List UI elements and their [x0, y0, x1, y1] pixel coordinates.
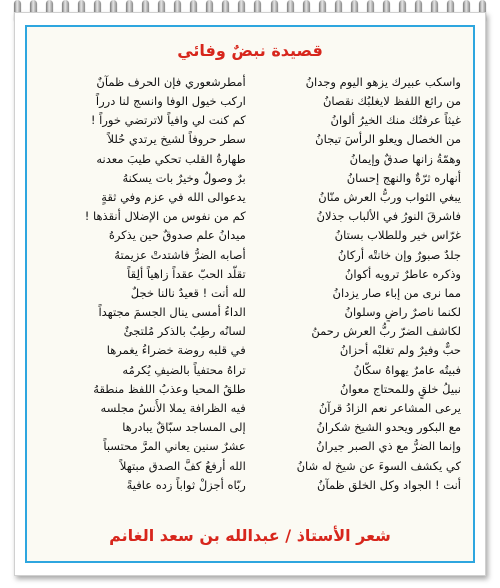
poem-line: أنهاره ثرّةٌ والنهج إحسانُ [346, 170, 461, 185]
poem-line: طلقُ المحيا وعذبُ اللفظ منطقهُ [93, 381, 246, 396]
poem-line: لسانُه رطِبٌ بالذكر مُلتجئٌ [123, 324, 246, 339]
poem-line: تقلّد الحبّ عقداً زاهياً ألِقاً [127, 266, 246, 281]
left-hemistich-column [254, 73, 461, 495]
poem-line: الداءُ أمسى ينال الجسمَ مجتهداً [98, 305, 246, 320]
poem-line: غيثاً عرفتُك منك الخيرُ ألوانُ [330, 113, 461, 128]
poem-line: مما نرى من إباء صار يزدانُ [332, 285, 461, 300]
poem-line: في قلبه روضة خضراءُ يغمرها [106, 343, 246, 358]
poem-line: أصابه الضرُّ فاشتدتْ عزيمتهُ [114, 247, 246, 262]
poem-line: كم كنت لي وافياً لاترتضي خوراً ! [90, 113, 246, 128]
poem-line: فيه الظرافة يملا الأُنسُ مجلسه [100, 401, 246, 416]
poet-credit: شعر الأستاذ / عبدالله بن سعد الغانم [109, 526, 391, 545]
poem-title: قصيدة نبضٌ وفائي [177, 41, 323, 60]
poem-line: من رائع اللفظ لايغلبُك نقصانُ [322, 94, 461, 109]
notebook-page [14, 12, 486, 576]
poem-line: لكنما ناصرٌ راضٍ وسلوانُ [344, 305, 461, 320]
poem-line: من الخصال ويعلو الرأسَ تيجانُ [315, 132, 461, 147]
poem-line: يدعوالى الله في عزم وفي ثقةٍ [101, 189, 246, 204]
poem-line: جلدٌ صبورٌ وإن خانتْه أركانُ [337, 247, 461, 262]
poem-line: واسكب عبيرك يزهو اليوم وجدانُ [305, 74, 461, 89]
poem-line: وهمّةُ زانها صدقٌ وإيمانُ [349, 151, 461, 166]
right-hemistich-column [39, 73, 246, 495]
poem-line: غرّاس خير وللطلاب بستانُ [334, 228, 461, 243]
poem-line: فبيتُه عامرٌ يهواهُ سكّانُ [353, 362, 461, 377]
poem-line: حبٌّ وفيرٌ ولم تغلبْه أحزانُ [339, 343, 461, 358]
poem-line: مع البكور ويحدو الشيخ شكرانُ [316, 420, 461, 435]
poem-line: نبيلُ خلقٍ وللمحتاج معوانُ [340, 381, 461, 396]
poem-line: برٌ وصولٌ وخيرٌ بات يسكنهُ [122, 170, 246, 185]
poem-frame [25, 25, 475, 563]
poem-line: سطر حروفاً لشيخ يرتدي حُللاً [107, 132, 246, 147]
poem-body [39, 73, 461, 495]
poem-line: إلى المساجد سبّاقٌ يبادرها [122, 420, 246, 435]
poem-line: يبغي الثواب وربُّ العرش منّانُ [318, 189, 461, 204]
poem-line: لله أنت ! قعيدٌ نالنا خجلٌ [130, 285, 246, 300]
poem-line: لكاشف الضرّ ربُّ العرش رحمنُ [311, 324, 461, 339]
poem-line: تراهُ محتفياً بالضيفِ يُكرمُه [122, 362, 246, 377]
poem-line: وإنما الضرُّ مع ذي الصبر جيرانُ [316, 439, 461, 454]
poem-line: وذكره عاطرٌ ترويه أكوانُ [344, 266, 461, 281]
poem-line: فاشرقَ النورُ في الألباب جذلانُ [316, 209, 461, 224]
poem-line: يرعى المشاعر نعم الزادُ قرآنُ [318, 401, 461, 416]
poem-line: الله أرفعُ كفَّ الصدق مبتهلاً [119, 458, 246, 473]
poem-line: كم من نفوس من الإضلال أنقذها ! [84, 209, 246, 224]
poem-line: طهارةُ القلب تحكي طيبَ معدنه [96, 151, 246, 166]
poem-line: ميدانُ علم صدوقٌ حين يذكرهُ [108, 228, 246, 243]
poem-line: اركب خيول الوفا وانسج لنا درراً [95, 94, 246, 109]
poem-line: عشرٌ سنين يعاني المرَّ محتسباً [103, 439, 246, 454]
poem-line: ربّاه أجزلْ ثواباً زده عافيةً [126, 477, 246, 492]
poem-line: كي يكشف السوءَ عن شيخ له شانُ [296, 458, 461, 473]
poem-line: أمطرشعوري فإن الحرف ظمآنٌ [96, 74, 246, 89]
poem-line: أنت ! الجواد وكل الخلق ظمآنُ [317, 477, 461, 492]
